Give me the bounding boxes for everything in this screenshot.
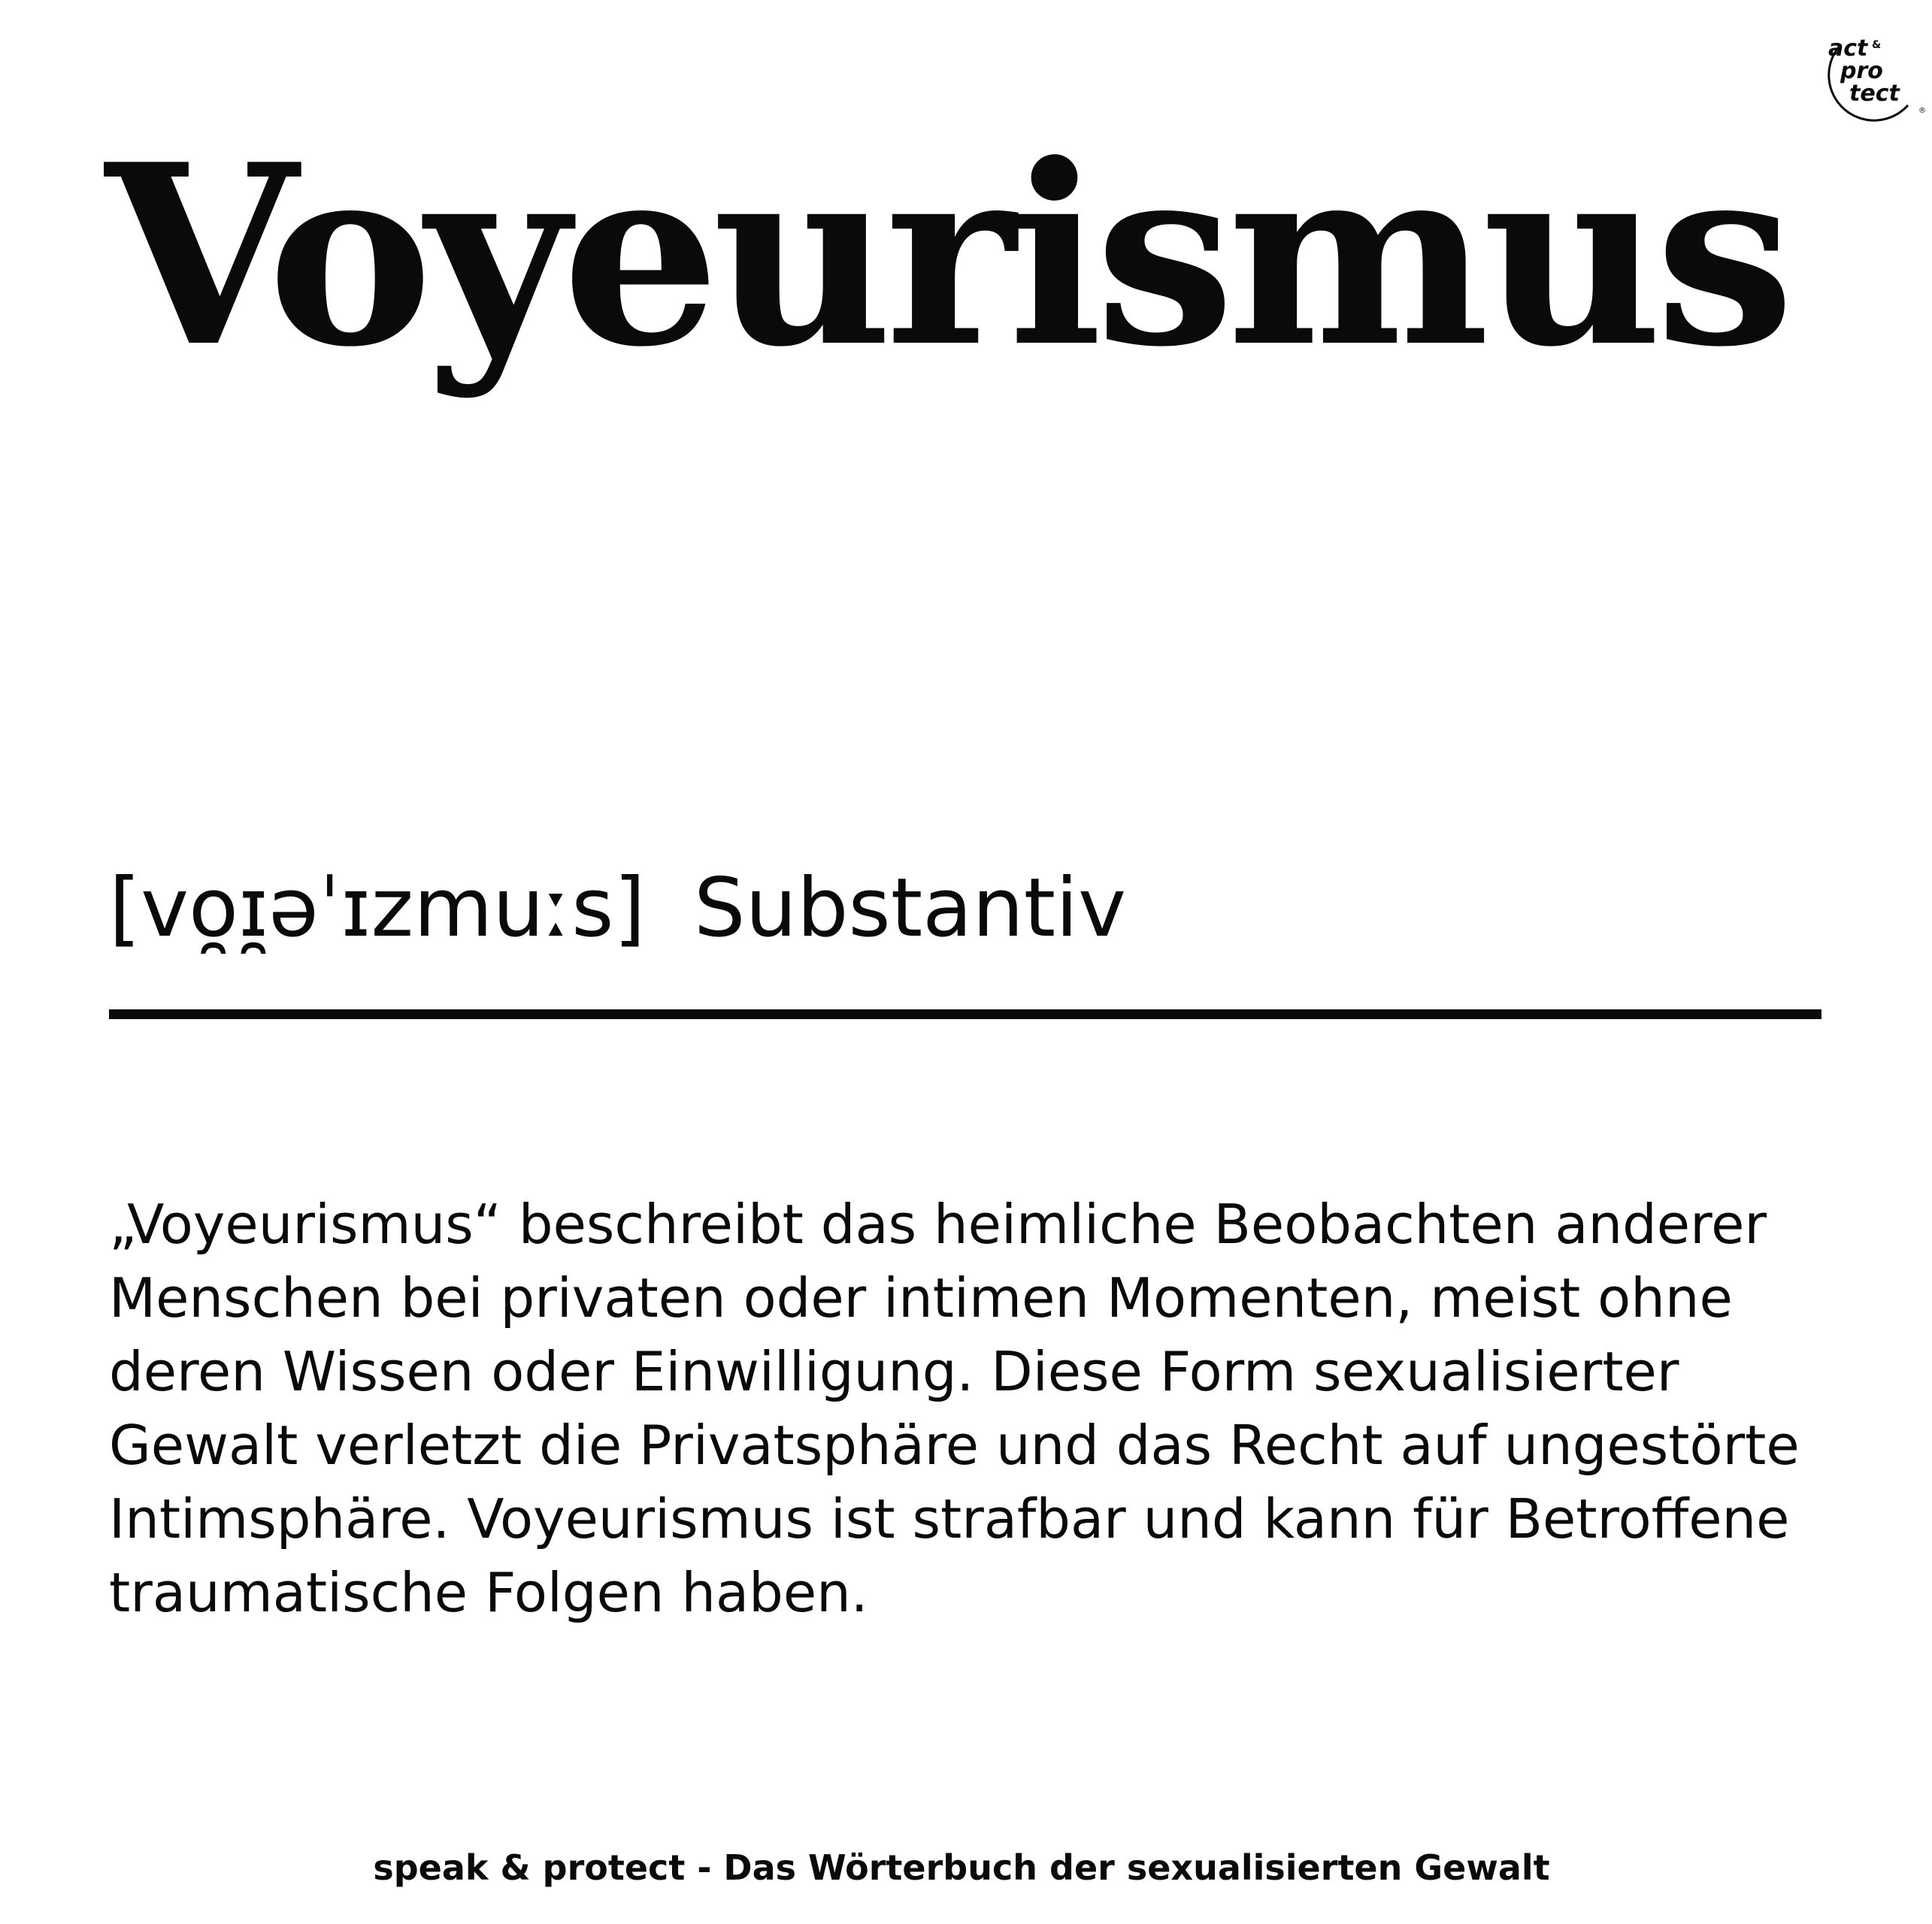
logo-text-tect: tect bbox=[1849, 80, 1900, 107]
divider-rule bbox=[109, 1009, 1821, 1019]
act-protect-logo bbox=[1819, 30, 1932, 128]
pronunciation: [vo̯ɪ̯əˈɪzmuːs] bbox=[109, 861, 646, 955]
logo-text-act: act bbox=[1828, 35, 1868, 62]
logo-text-amp: & bbox=[1872, 39, 1882, 51]
logo-text-pro: pro bbox=[1840, 58, 1883, 84]
footer-caption: speak & protect - Das Wörterbuch der sexualisierten Gewalt bbox=[373, 1847, 1550, 1888]
headword-title: Voyeurismus bbox=[105, 110, 1788, 401]
logo-registered-mark: ® bbox=[1918, 107, 1926, 115]
pronunciation-line bbox=[109, 861, 1127, 955]
word-class: Substantiv bbox=[694, 861, 1127, 955]
definition-text: „Voyeurismus“ beschreibt das heimliche Beobachten anderer Menschen bei privaten oder intimen Momenten, meist ohne deren Wissen oder Einwilligung. Diese Form sexualisierter Gewalt verletzt die Privatsphäre und das Recht auf ungestörte Intimsphäre. Voyeurismus ist strafbar und kann für Betroffene traumatische Folgen haben. bbox=[109, 1193, 1800, 1624]
